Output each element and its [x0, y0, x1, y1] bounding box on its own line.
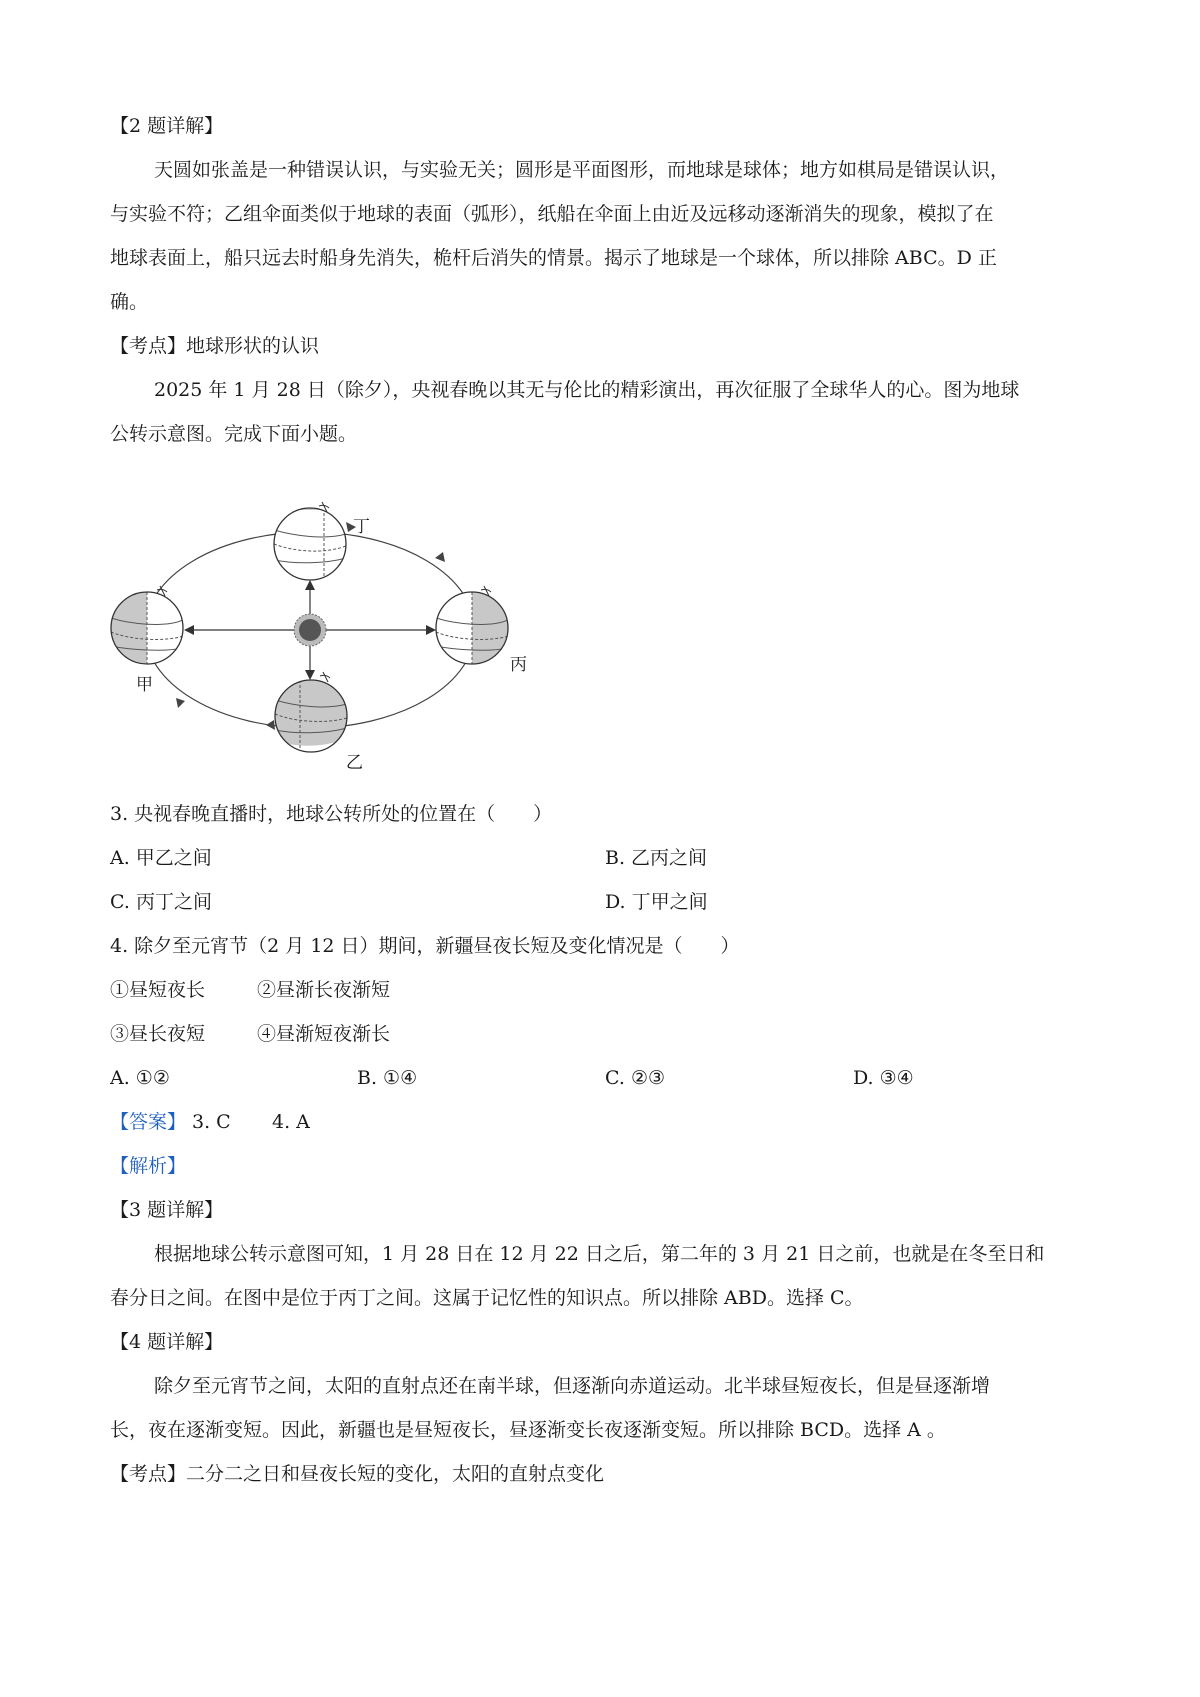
sec4-para-line-2: 长，夜在逐渐变短。因此，新疆也是昼短夜长，昼逐渐变长夜逐渐变短。所以排除 BCD。选择 A 。: [110, 1419, 946, 1441]
jiexi-label: 【解析】: [110, 1155, 187, 1177]
q4-item-4: ④昼渐短夜渐长: [257, 1023, 391, 1045]
answer-4: 4. A: [272, 1111, 310, 1133]
q4-option-a: A. ①②: [110, 1067, 170, 1089]
q3-stem: 3. 央视春晚直播时，地球公转所处的位置在（ ）: [110, 803, 553, 825]
sec2-para-line-3: 地球表面上，船只远去时船身先消失，桅杆后消失的情景。揭示了地球是一个球体，所以排除 ABC。D 正: [110, 247, 997, 269]
axis-spin-icon: [320, 672, 330, 682]
q4-item-2: ②昼渐长夜渐短: [257, 979, 391, 1001]
q4-item-3: ③昼长夜短: [110, 1023, 206, 1045]
sec2-header: 【2 题详解】: [110, 115, 224, 137]
sec2-para-line-2: 与实验不符；乙组伞面类似于地球的表面（弧形），纸船在伞面上由近及远移动逐渐消失的现象，模拟了在: [110, 203, 994, 225]
sec3-para-line-1: 根据地球公转示意图可知，1 月 28 日在 12 月 22 日之后，第二年的 3 月 21 日之前，也就是在冬至日和: [154, 1243, 1045, 1265]
label-bing: 丙: [510, 655, 527, 675]
q4-option-d: D. ③④: [853, 1067, 914, 1089]
orbit-arrow-icon: [266, 720, 275, 730]
q3-option-b: B. 乙丙之间: [605, 847, 708, 869]
sec4-kaodian: 【考点】二分二之日和昼夜长短的变化，太阳的直射点变化: [110, 1463, 605, 1485]
orbit-arrow-icon: [176, 698, 185, 708]
earth-revolution-diagram: [110, 500, 590, 800]
sec2-kaodian: 【考点】地球形状的认识: [110, 335, 320, 357]
earth-ding: [274, 500, 346, 580]
answer-3: 3. C: [192, 1111, 231, 1133]
label-ding: 丁: [353, 517, 370, 537]
q4-item-1: ①昼短夜长: [110, 979, 206, 1001]
sun-icon: [294, 614, 326, 646]
sec3-para-line-2: 春分日之间。在图中是位于丙丁之间。这属于记忆性的知识点。所以排除 ABD。选择 C。: [110, 1287, 864, 1309]
sec3-header: 【3 题详解】: [110, 1199, 224, 1221]
orbit-arrow-icon: [435, 552, 445, 562]
intro-line-2: 公转示意图。完成下面小题。: [110, 423, 358, 445]
label-jia: 甲: [136, 675, 153, 695]
q4-option-b: B. ①④: [357, 1067, 418, 1089]
q4-stem: 4. 除夕至元宵节（2 月 12 日）期间，新疆昼夜长短及变化情况是（ ）: [110, 935, 740, 957]
answer-label: 【答案】: [110, 1111, 187, 1133]
sec2-para-line-1: 天圆如张盖是一种错误认识，与实验无关；圆形是平面图形，而地球是球体；地方如棋局是错误认识，: [154, 159, 1010, 181]
q3-option-c: C. 丙丁之间: [110, 891, 212, 913]
sec4-para-line-1: 除夕至元宵节之间，太阳的直射点还在南半球，但逐渐向赤道运动。北半球昼短夜长，但是昼逐渐增: [154, 1375, 991, 1397]
intro-line-1: 2025 年 1 月 28 日（除夕），央视春晚以其无与伦比的精彩演出，再次征服了全球华人的心。图为地球: [154, 379, 1020, 401]
label-yi: 乙: [346, 753, 363, 773]
q3-option-a: A. 甲乙之间: [110, 847, 212, 869]
q4-option-c: C. ②③: [605, 1067, 666, 1089]
sec2-para-line-4: 确。: [110, 291, 149, 313]
sec4-header: 【4 题详解】: [110, 1331, 224, 1353]
q3-option-d: D. 丁甲之间: [605, 891, 708, 913]
